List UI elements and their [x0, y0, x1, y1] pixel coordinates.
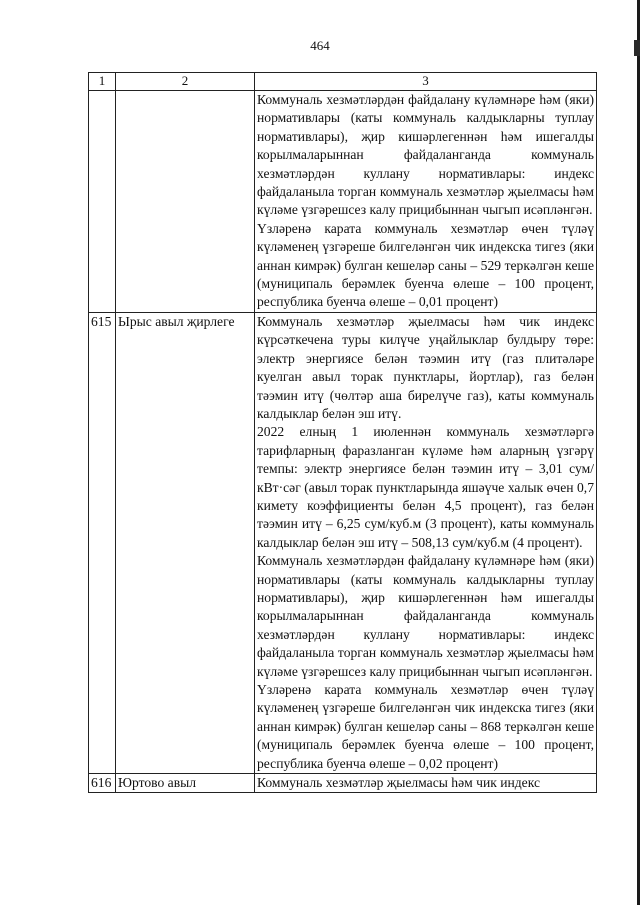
data-table: [88, 72, 597, 793]
description-paragraph: Коммуналь хезмәтләр җыелмасы һәм чик индекс: [257, 775, 541, 791]
settlement-name: Ырыс авыл җирлеге: [116, 312, 255, 773]
table-row: [89, 91, 597, 313]
header-cell: 3: [255, 73, 597, 91]
table-header-row: [89, 73, 597, 91]
description-paragraph: Үзләренә карата коммуналь хезмәтләр өчен түләү күләменең үзгәреше билгеләнгән чик индекска тигез (яки аннан кимрәк) булган кешеләр саны – 529 теркәлгән кеше (муниципаль берәмлек буенча өлеше – 100 процент, республика буенча өлеше – 0,01 процент): [257, 220, 594, 310]
description-paragraph: 2022 елның 1 июленнән коммуналь хезмәтләргә тарифларның фаразланган күләме һәм аларның үзгәрү темпы: электр энергиясе белән тәэмин итү – 3,01 сум/кВт·сәг (авыл торак пунктларында яшәүче халык өчен 0,7 кимету коэффициенты белән 4,5 процент), газ белән тәэмин итү – 6,25 сум/куб.м (3 процент), каты коммуналь калдыклар белән эш итү – 508,13 сум/куб.м (4 процент).: [257, 424, 594, 550]
header-cell: 2: [116, 73, 255, 91]
page-number: 464: [310, 38, 330, 53]
table-row: [89, 312, 597, 773]
description-paragraph: Коммуналь хезмәтләрдән файдалану күләмнәре һәм (яки) нормативлары (каты коммуналь калдыкларны туплау нормативлары), җир кишәрлегеннән һәм ишегалды корылмаларыннан файдаланганда коммуналь хезмәтләрдән куллану нормативлары: индекс файдаланыла торган коммуналь хезмәтләр җыелмасы һәм күләме үзгәрешсез калу прицибыннан чыгып исәпләнгән.: [257, 553, 594, 679]
settlement-name: Юртово авыл: [116, 774, 255, 793]
settlement-name: [116, 91, 255, 313]
table-row: [89, 774, 597, 793]
description-paragraph: Коммуналь хезмәтләрдән файдалану күләмнәре һәм (яки) нормативлары (каты коммуналь калдыкларны туплау нормативлары), җир кишәрлегеннән һәм ишегалды корылмаларыннан файдаланганда коммуналь хезмәтләрдән куллану нормативлары: индекс файдаланыла торган коммуналь хезмәтләр җыелмасы һәм күләме үзгәрешсез калу прицибыннан чыгып исәпләнгән.: [257, 92, 594, 218]
description-cell: [255, 91, 597, 313]
description-cell: [255, 774, 597, 793]
row-number: 616: [89, 774, 116, 793]
description-paragraph: Коммуналь хезмәтләр җыелмасы һәм чик индекс күрсәткечена туры килүче уңайлыклар булдыру төре: электр энергиясе белән тәэмин итү (газ плитәләре куелган авыл торак пунктлары, йортлар), газ белән тәэмин итү (чөлтәр аша бирелүче газ), каты коммуналь калдыклар белән эш итү.: [257, 313, 594, 421]
header-cell: 1: [89, 73, 116, 91]
row-number: [89, 91, 116, 313]
description-cell: [255, 312, 597, 773]
description-paragraph: Үзләренә карата коммуналь хезмәтләр өчен түләү күләменең үзгәреше билгеләнгән чик индекска тигез (яки аннан кимрәк) булган кешеләр саны – 868 теркәлгән кеше (муниципаль берәмлек буенча өлеше – 100 процент, республика буенча өлеше – 0,02 процент): [257, 682, 594, 771]
row-number: 615: [89, 312, 116, 773]
